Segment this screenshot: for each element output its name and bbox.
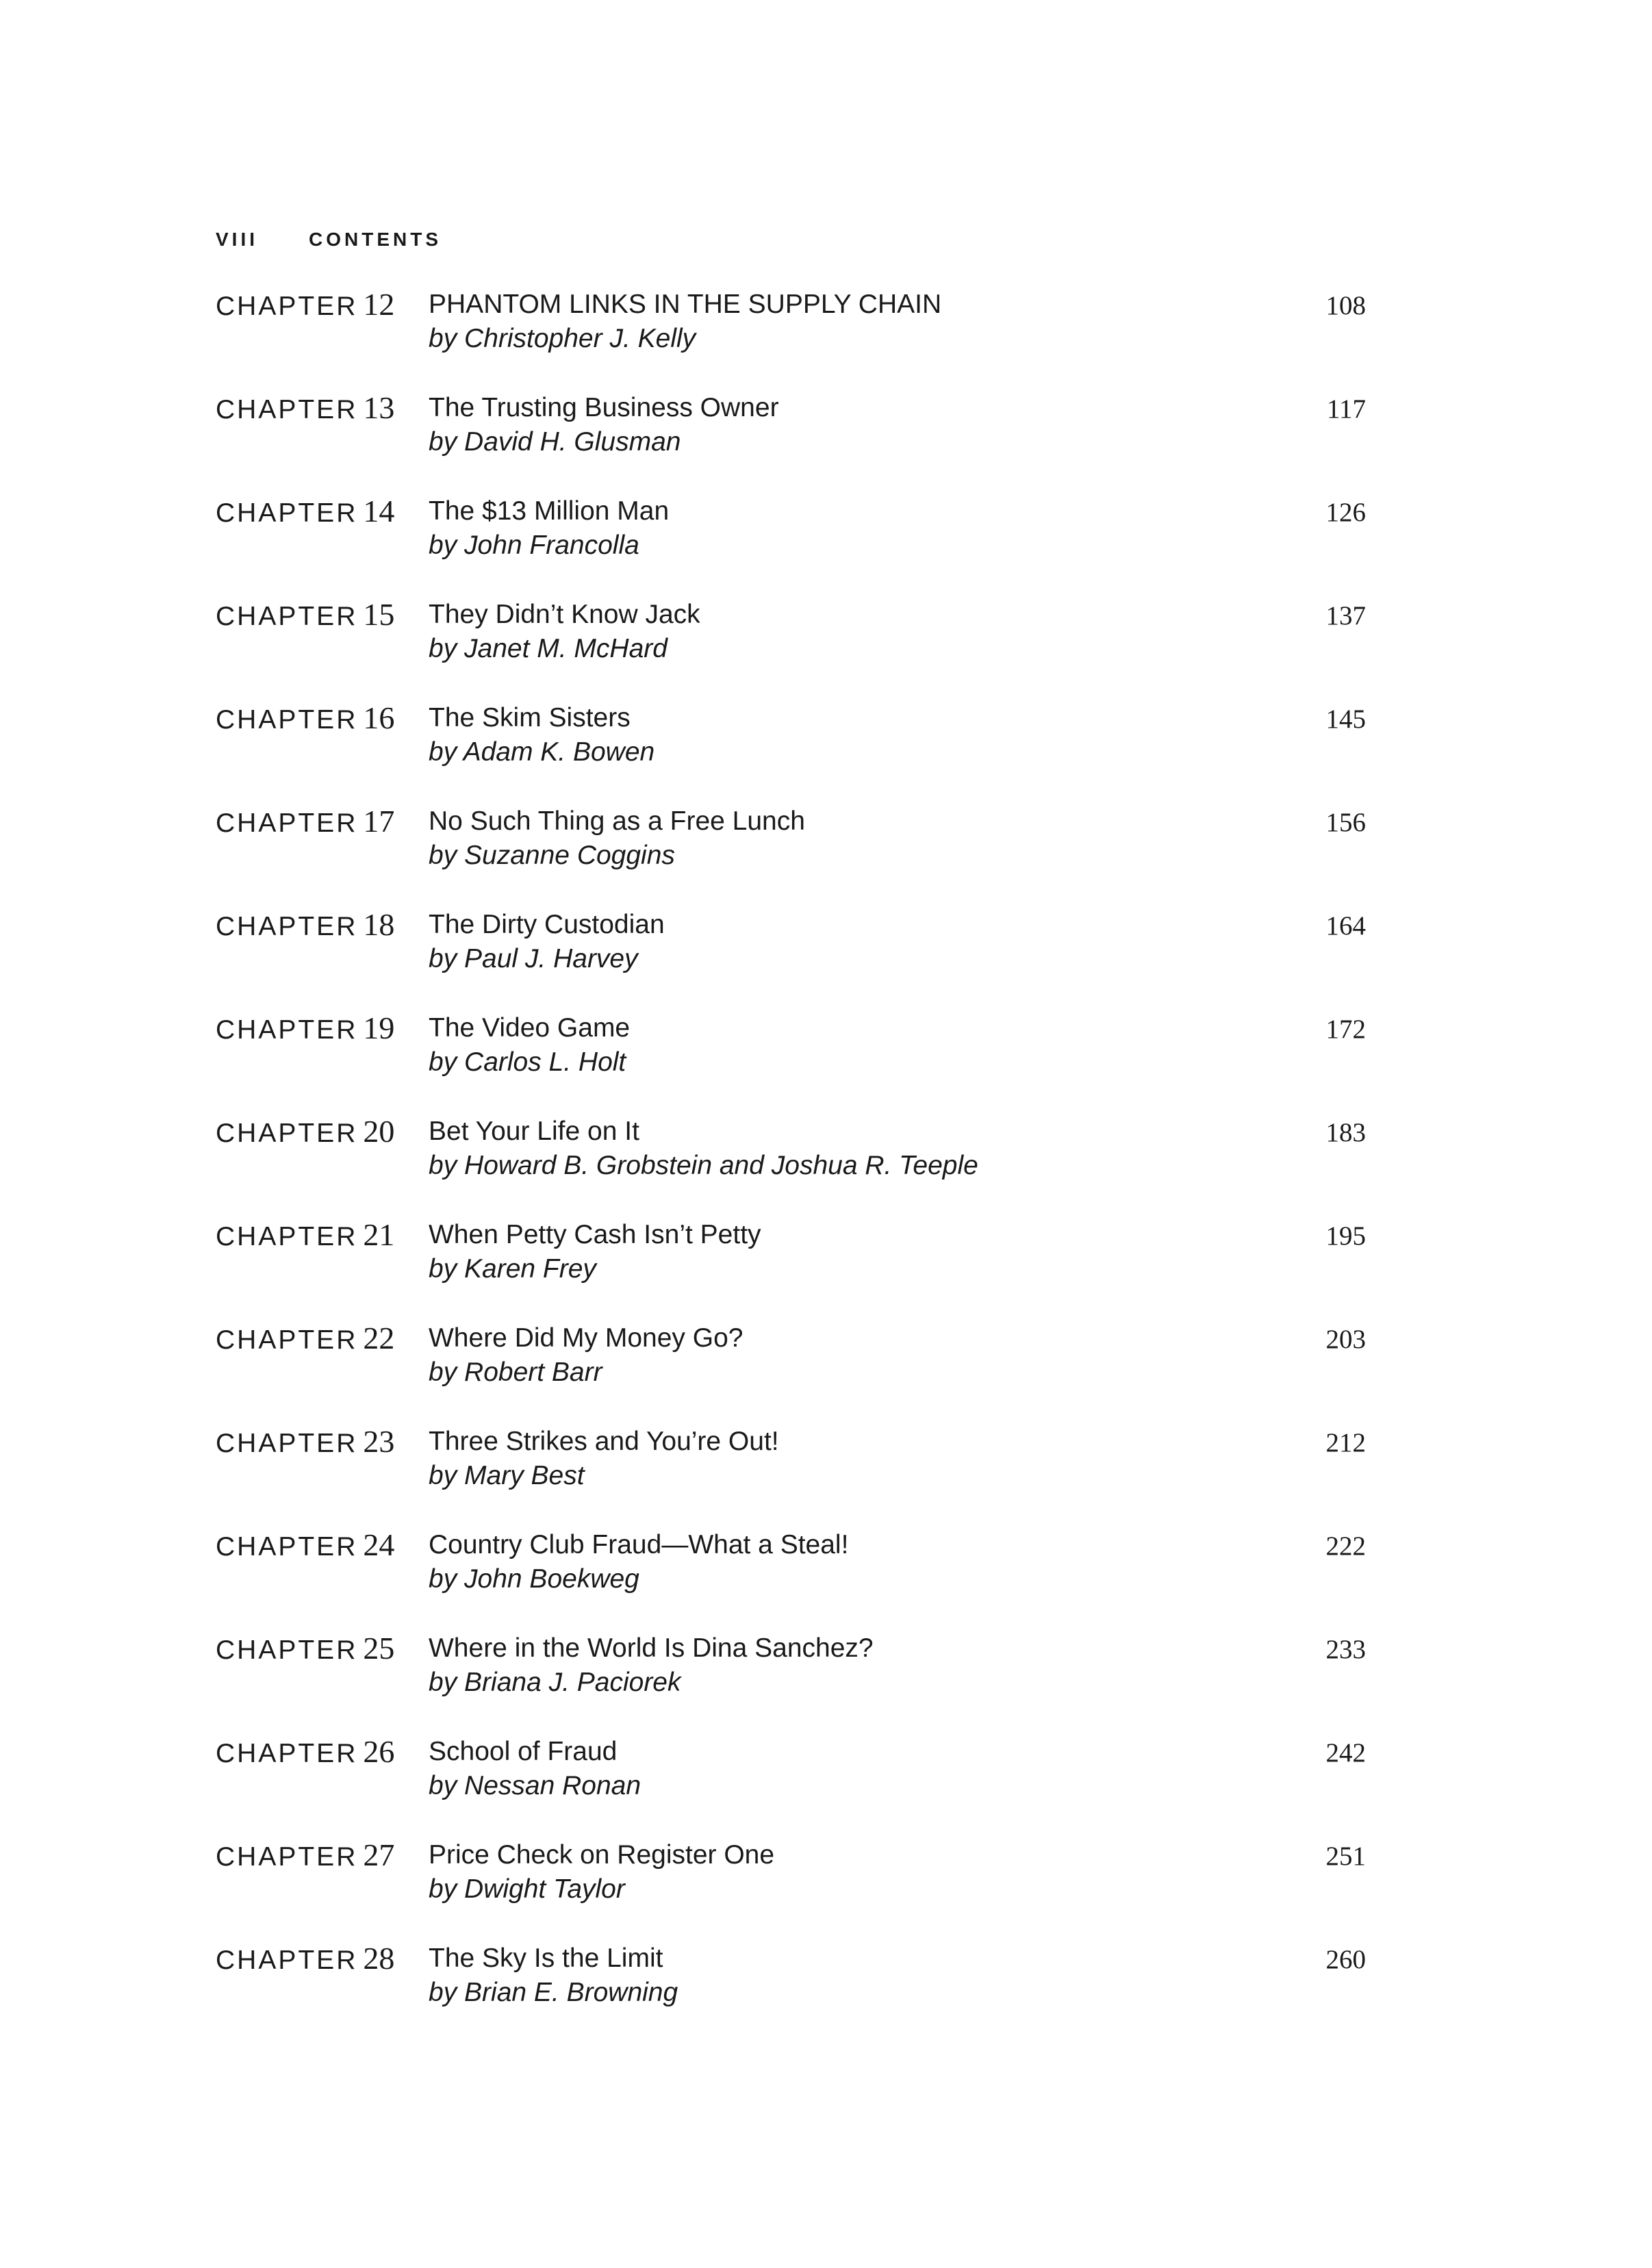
toc-entry[interactable] [216,1113,1366,1216]
chapter-label [216,906,394,945]
chapter-number: 24 [363,1527,395,1562]
chapter-word: CHAPTER [216,1429,358,1458]
page-number: 251 [1325,1842,1366,1871]
page-number: 222 [1325,1531,1366,1561]
toc-entry[interactable] [216,1733,1366,1837]
chapter-title: The Sky Is the Limit [429,1944,663,1973]
chapter-word: CHAPTER [216,1325,358,1355]
chapter-word: CHAPTER [216,1842,358,1872]
chapter-title: When Petty Cash Isn’t Petty [429,1220,761,1249]
chapter-title: The Video Game [429,1013,631,1043]
chapter-author: by Carlos L. Holt [429,1047,626,1077]
page-number: 233 [1325,1635,1366,1664]
toc-entry[interactable] [216,1320,1366,1423]
chapter-label [216,1527,394,1566]
chapter-word: CHAPTER [216,395,358,424]
chapter-author: by Brian E. Browning [429,1978,678,2007]
page-number: 108 [1325,291,1366,320]
page-number: 117 [1326,394,1366,424]
chapter-word: CHAPTER [216,1222,358,1251]
chapter-title: No Such Thing as a Free Lunch [429,806,805,836]
chapter-author: by Nessan Ronan [429,1771,641,1800]
toc-entry[interactable] [216,700,1366,803]
chapter-word: CHAPTER [216,1119,358,1148]
chapter-title: Where Did My Money Go? [429,1323,744,1353]
chapter-label [216,803,394,842]
toc-entry[interactable] [216,493,1366,596]
page-number: 203 [1325,1325,1366,1354]
chapter-author: by Robert Barr [429,1358,602,1387]
chapter-number: 18 [363,907,395,942]
chapter-label [216,596,394,635]
chapter-word: CHAPTER [216,912,358,941]
chapter-label [216,1733,394,1772]
toc-entry[interactable] [216,1837,1366,1940]
toc-entry[interactable] [216,1527,1366,1630]
chapter-word: CHAPTER [216,602,358,631]
toc-entry[interactable] [216,1630,1366,1733]
chapter-number: 20 [363,1114,395,1149]
chapter-label [216,1940,394,1979]
chapter-word: CHAPTER [216,1635,358,1665]
chapter-word: CHAPTER [216,1015,358,1045]
chapter-number: 15 [363,597,395,632]
chapter-word: CHAPTER [216,292,358,321]
running-head-title: CONTENTS [309,229,442,250]
chapter-title: They Didn’t Know Jack [429,600,700,629]
chapter-label [216,1010,394,1049]
chapter-label [216,700,394,739]
table-of-contents [216,286,1366,2043]
chapter-title: The Dirty Custodian [429,910,665,939]
page-number: 195 [1325,1221,1366,1251]
page-number: 137 [1325,601,1366,630]
chapter-author: by Christopher J. Kelly [429,324,696,353]
chapter-author: by Howard B. Grobstein and Joshua R. Teeple [429,1151,978,1180]
chapter-label [216,1630,394,1669]
chapter-number: 27 [363,1837,395,1872]
chapter-title: The Trusting Business Owner [429,393,779,422]
chapter-number: 14 [363,494,395,528]
chapter-word: CHAPTER [216,1946,358,1975]
chapter-label [216,1837,394,1876]
chapter-label [216,1320,394,1359]
chapter-author: by Mary Best [429,1461,585,1490]
toc-entry[interactable] [216,1010,1366,1113]
chapter-title: School of Fraud [429,1737,618,1766]
chapter-title: PHANTOM LINKS IN THE SUPPLY CHAIN [429,290,942,319]
page-number: 183 [1325,1118,1366,1147]
chapter-title: Where in the World Is Dina Sanchez? [429,1633,874,1663]
chapter-label [216,493,394,532]
chapter-word: CHAPTER [216,1532,358,1562]
chapter-title: Three Strikes and You’re Out! [429,1427,779,1456]
chapter-word: CHAPTER [216,498,358,528]
chapter-author: by Karen Frey [429,1254,596,1284]
chapter-number: 26 [363,1734,395,1769]
toc-entry[interactable] [216,390,1366,493]
chapter-number: 21 [363,1217,395,1252]
chapter-word: CHAPTER [216,705,358,735]
page-number: 242 [1325,1738,1366,1768]
chapter-author: by John Francolla [429,531,639,560]
chapter-author: by Adam K. Bowen [429,737,655,767]
page-folio: VIII [216,229,259,250]
chapter-author: by Suzanne Coggins [429,841,675,870]
chapter-number: 22 [363,1321,395,1355]
chapter-label [216,390,394,429]
chapter-number: 12 [363,287,395,322]
chapter-number: 23 [363,1424,395,1459]
chapter-number: 28 [363,1941,395,1976]
chapter-title: The $13 Million Man [429,496,670,526]
chapter-title: Price Check on Register One [429,1840,775,1870]
chapter-author: by David H. Glusman [429,427,681,457]
chapter-author: by Janet M. McHard [429,634,668,663]
chapter-number: 17 [363,804,395,839]
toc-entry[interactable] [216,596,1366,700]
chapter-author: by Briana J. Paciorek [429,1668,681,1697]
chapter-title: Country Club Fraud—What a Steal! [429,1530,849,1559]
chapter-title: Bet Your Life on It [429,1117,639,1146]
toc-entry[interactable] [216,1423,1366,1527]
chapter-label [216,1216,394,1256]
chapter-word: CHAPTER [216,1739,358,1768]
chapter-author: by Paul J. Harvey [429,944,638,973]
chapter-title: The Skim Sisters [429,703,631,732]
page-number: 164 [1325,911,1366,941]
page-number: 156 [1325,808,1366,837]
chapter-number: 16 [363,700,395,735]
page-number: 126 [1325,498,1366,527]
toc-entry[interactable] [216,803,1366,906]
chapter-label [216,286,394,325]
chapter-label [216,1423,394,1462]
toc-entry[interactable] [216,1940,1366,2043]
page-number: 172 [1325,1015,1366,1044]
chapter-number: 13 [363,390,395,425]
chapter-author: by Dwight Taylor [429,1874,625,1904]
toc-entry[interactable] [216,286,1366,390]
page-number: 260 [1325,1945,1366,1974]
page-number: 212 [1325,1428,1366,1457]
page-number: 145 [1325,704,1366,734]
chapter-label [216,1113,394,1152]
chapter-word: CHAPTER [216,808,358,838]
toc-entry[interactable] [216,1216,1366,1320]
running-header [216,229,442,251]
chapter-number: 19 [363,1010,395,1045]
chapter-number: 25 [363,1631,395,1666]
chapter-author: by John Boekweg [429,1564,639,1594]
toc-entry[interactable] [216,906,1366,1010]
